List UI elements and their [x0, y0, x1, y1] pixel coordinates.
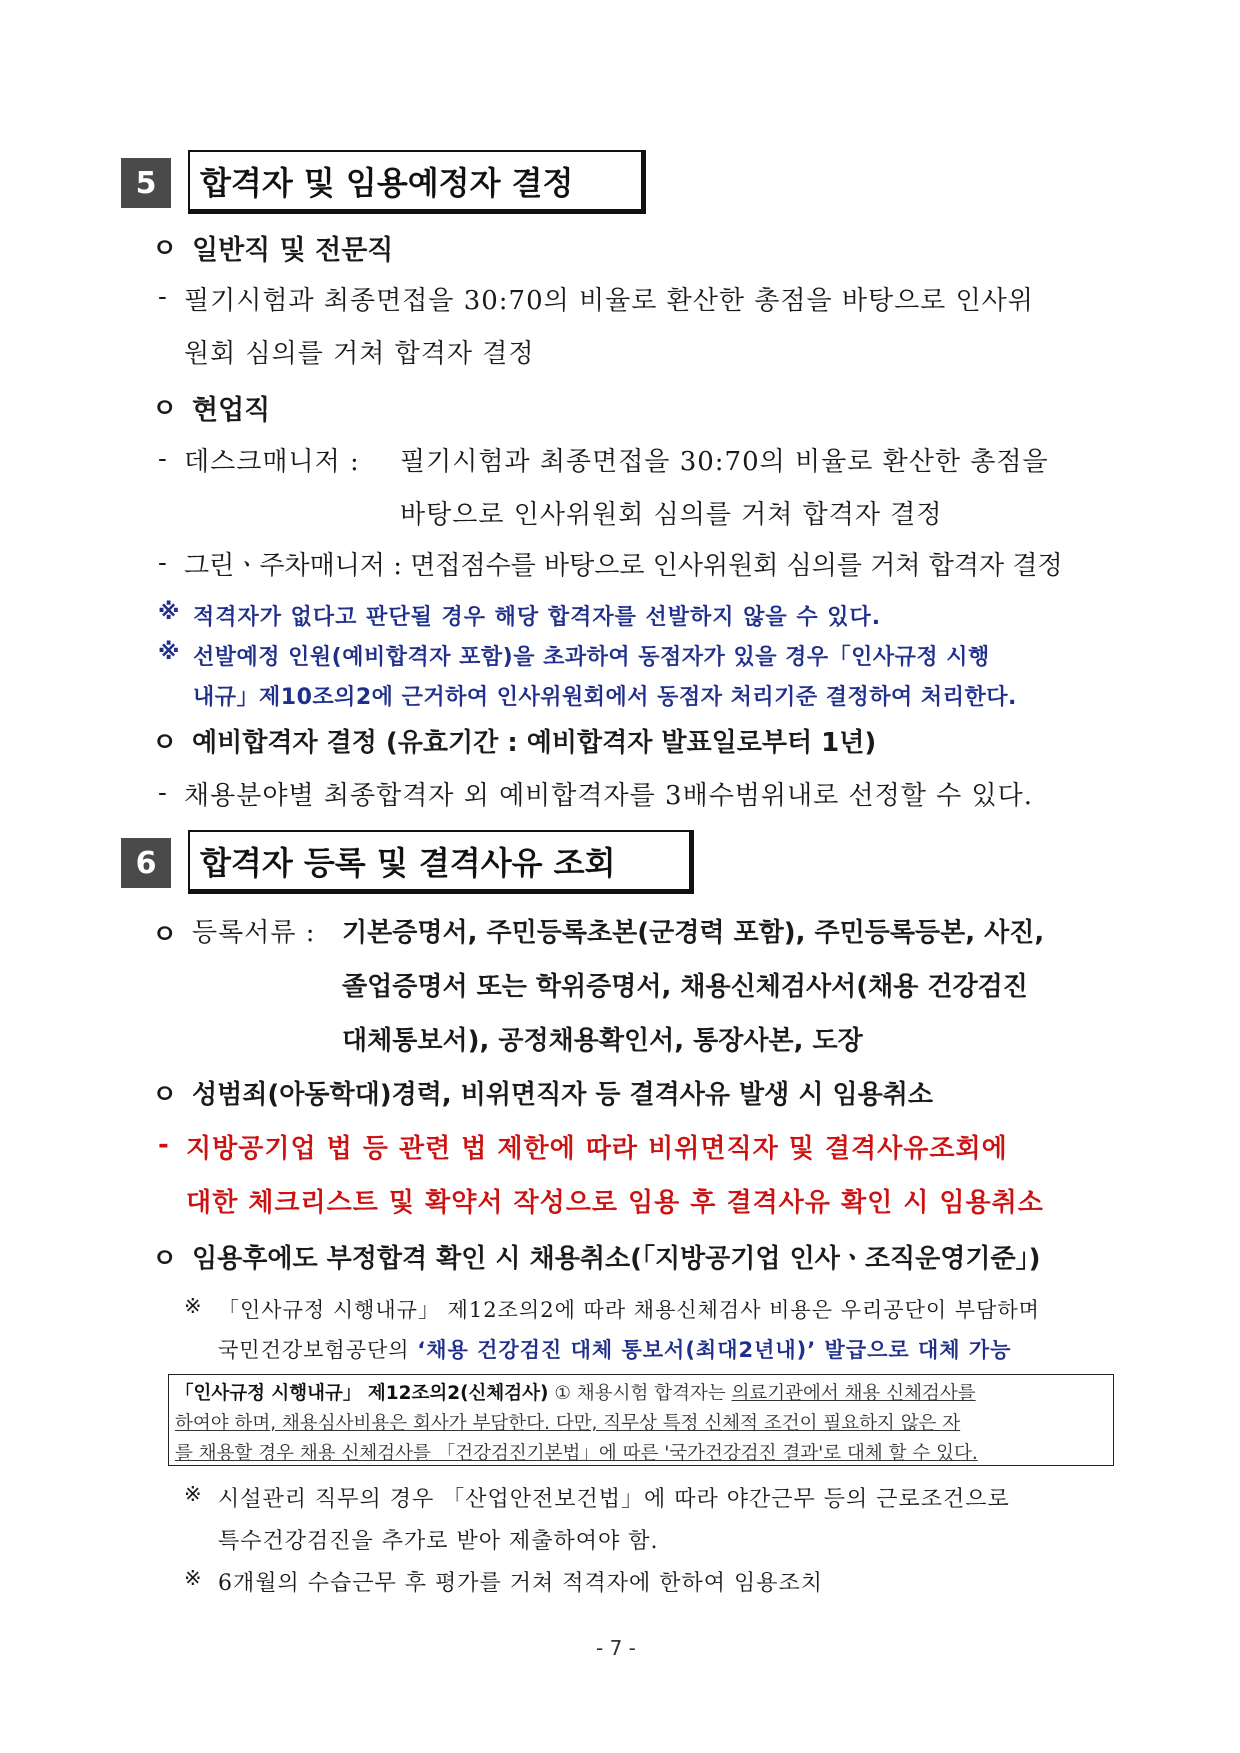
circle-bullet: ㅇ	[152, 234, 178, 264]
dash-bullet: -	[158, 444, 167, 474]
note2-line2: 내규」제10조의2에 근거하여 인사위원회에서 동점자 처리기준 결정하여 처리한다.	[193, 685, 1017, 710]
note-a-line2	[218, 1334, 1011, 1364]
crime-red-line1: 지방공기업 법 등 관련 법 제한에 따라 비위면직자 및 결격사유조회에	[186, 1134, 1008, 1164]
circle-bullet: ㅇ	[152, 1080, 178, 1110]
reg-l1-b: 의료기관에서 채용 신체검사를	[731, 1383, 976, 1404]
item2-title: 현업직	[192, 395, 271, 426]
item1-line1: 필기시험과 최종면접을 30:70의 비율로 환산한 총점을 바탕으로 인사위	[184, 286, 1034, 316]
dash-bullet: -	[158, 282, 167, 312]
item3-title: 예비합격자 결정 (유효기간 : 예비합격자 발표일로부터 1년)	[192, 728, 877, 758]
docs-label: 등록서류 :	[192, 918, 316, 948]
dash-bullet-red: -	[158, 1130, 170, 1160]
page-number: - 7 -	[596, 1636, 636, 1660]
item3-line1: 채용분야별 최종합격자 외 예비합격자를 3배수범위내로 선정할 수 있다.	[184, 781, 1034, 811]
desk-line1: 필기시험과 최종면접을 30:70의 비율로 환산한 총점을	[400, 447, 1049, 477]
reg-line1	[175, 1379, 1107, 1409]
reg-line3: 를 채용할 경우 채용 신체검사를 「건강검진기본법」에 따른 '국가건강검진 결과'로 대체 할 수 있다.	[175, 1443, 978, 1464]
desk-label: 데스크매니저 :	[184, 447, 360, 477]
dash-bullet: -	[158, 778, 167, 808]
note-a-line2-bold: ‘채용 건강검진 대체 통보서(최대2년내)’ 발급으로 대체 가능	[417, 1338, 1012, 1362]
note-c: 6개월의 수습근무 후 평가를 거쳐 적격자에 한하여 임용조치	[218, 1571, 823, 1596]
circle-bullet: ㅇ	[152, 728, 178, 758]
note1: 적격자가 없다고 판단될 경우 해당 합격자를 선발하지 않을 수 있다.	[193, 605, 882, 630]
crime-title: 성범죄(아동학대)경력, 비위면직자 등 결격사유 발생 시 임용취소	[192, 1080, 933, 1110]
note-b-line2: 특수건강검진을 추가로 받아 제출하여야 함.	[218, 1529, 659, 1554]
note2-line1: 선발예정 인원(예비합격자 포함)을 초과하여 동점자가 있을 경우「인사규정 시행	[193, 645, 990, 670]
note-b-line1: 시설관리 직무의 경우 「산업안전보건법」에 따라 야간근무 등의 근로조건으로	[218, 1487, 1010, 1512]
section-6-number: 6	[121, 838, 171, 888]
note-a-line2-plain: 국민건강보험공단의	[218, 1338, 410, 1362]
note-a-line1: 「인사규정 시행내규」 제12조의2에 따라 채용신체검사 비용은 우리공단이 부담하며	[218, 1298, 1040, 1322]
item1-title: 일반직 및 전문직	[192, 235, 394, 266]
ref-mark: ※	[184, 1566, 203, 1590]
ref-mark: ※	[184, 1294, 203, 1318]
section-5-number: 5	[121, 158, 171, 208]
section-6-title: 합격자 등록 및 결격사유 조회	[188, 830, 694, 894]
crime-red-line2: 대한 체크리스트 및 확약서 작성으로 임용 후 결격사유 확인 시 임용취소	[186, 1188, 1044, 1218]
ref-mark: ※	[158, 640, 181, 665]
section-5-title: 합격자 및 임용예정자 결정	[188, 150, 646, 214]
circle-bullet: ㅇ	[152, 920, 178, 950]
circle-bullet: ㅇ	[152, 1244, 178, 1274]
fraud-title: 임용후에도 부정합격 확인 시 채용취소(「지방공기업 인사ㆍ조직운영기준」)	[192, 1244, 1041, 1274]
ref-mark: ※	[184, 1482, 203, 1506]
regulation-box	[168, 1374, 1114, 1466]
docs-line1: 기본증명서, 주민등록초본(군경력 포함), 주민등록등본, 사진,	[342, 918, 1045, 948]
docs-line3: 대체통보서), 공정채용확인서, 통장사본, 도장	[342, 1026, 863, 1056]
reg-line2: 하여야 하며, 채용심사비용은 회사가 부담한다. 다만, 직무상 특정 신체적 조건이 필요하지 않은 자	[175, 1413, 961, 1434]
ref-mark: ※	[158, 600, 181, 625]
reg-head: 「인사규정 시행내규」 제12조의2(신체검사)	[175, 1383, 549, 1404]
desk-line2: 바탕으로 인사위원회 심의를 거쳐 합격자 결정	[400, 500, 943, 530]
green-manager-line: 그린ㆍ주차매니저 : 면접점수를 바탕으로 인사위원회 심의를 거쳐 합격자 결정	[184, 551, 1063, 581]
dash-bullet: -	[158, 548, 167, 578]
docs-line2: 졸업증명서 또는 학위증명서, 채용신체검사서(채용 건강검진	[342, 972, 1028, 1002]
item1-line2: 원회 심의를 거쳐 합격자 결정	[184, 339, 535, 369]
circle-bullet: ㅇ	[152, 394, 178, 424]
reg-l1-a: ① 채용시험 합격자는	[548, 1383, 732, 1404]
